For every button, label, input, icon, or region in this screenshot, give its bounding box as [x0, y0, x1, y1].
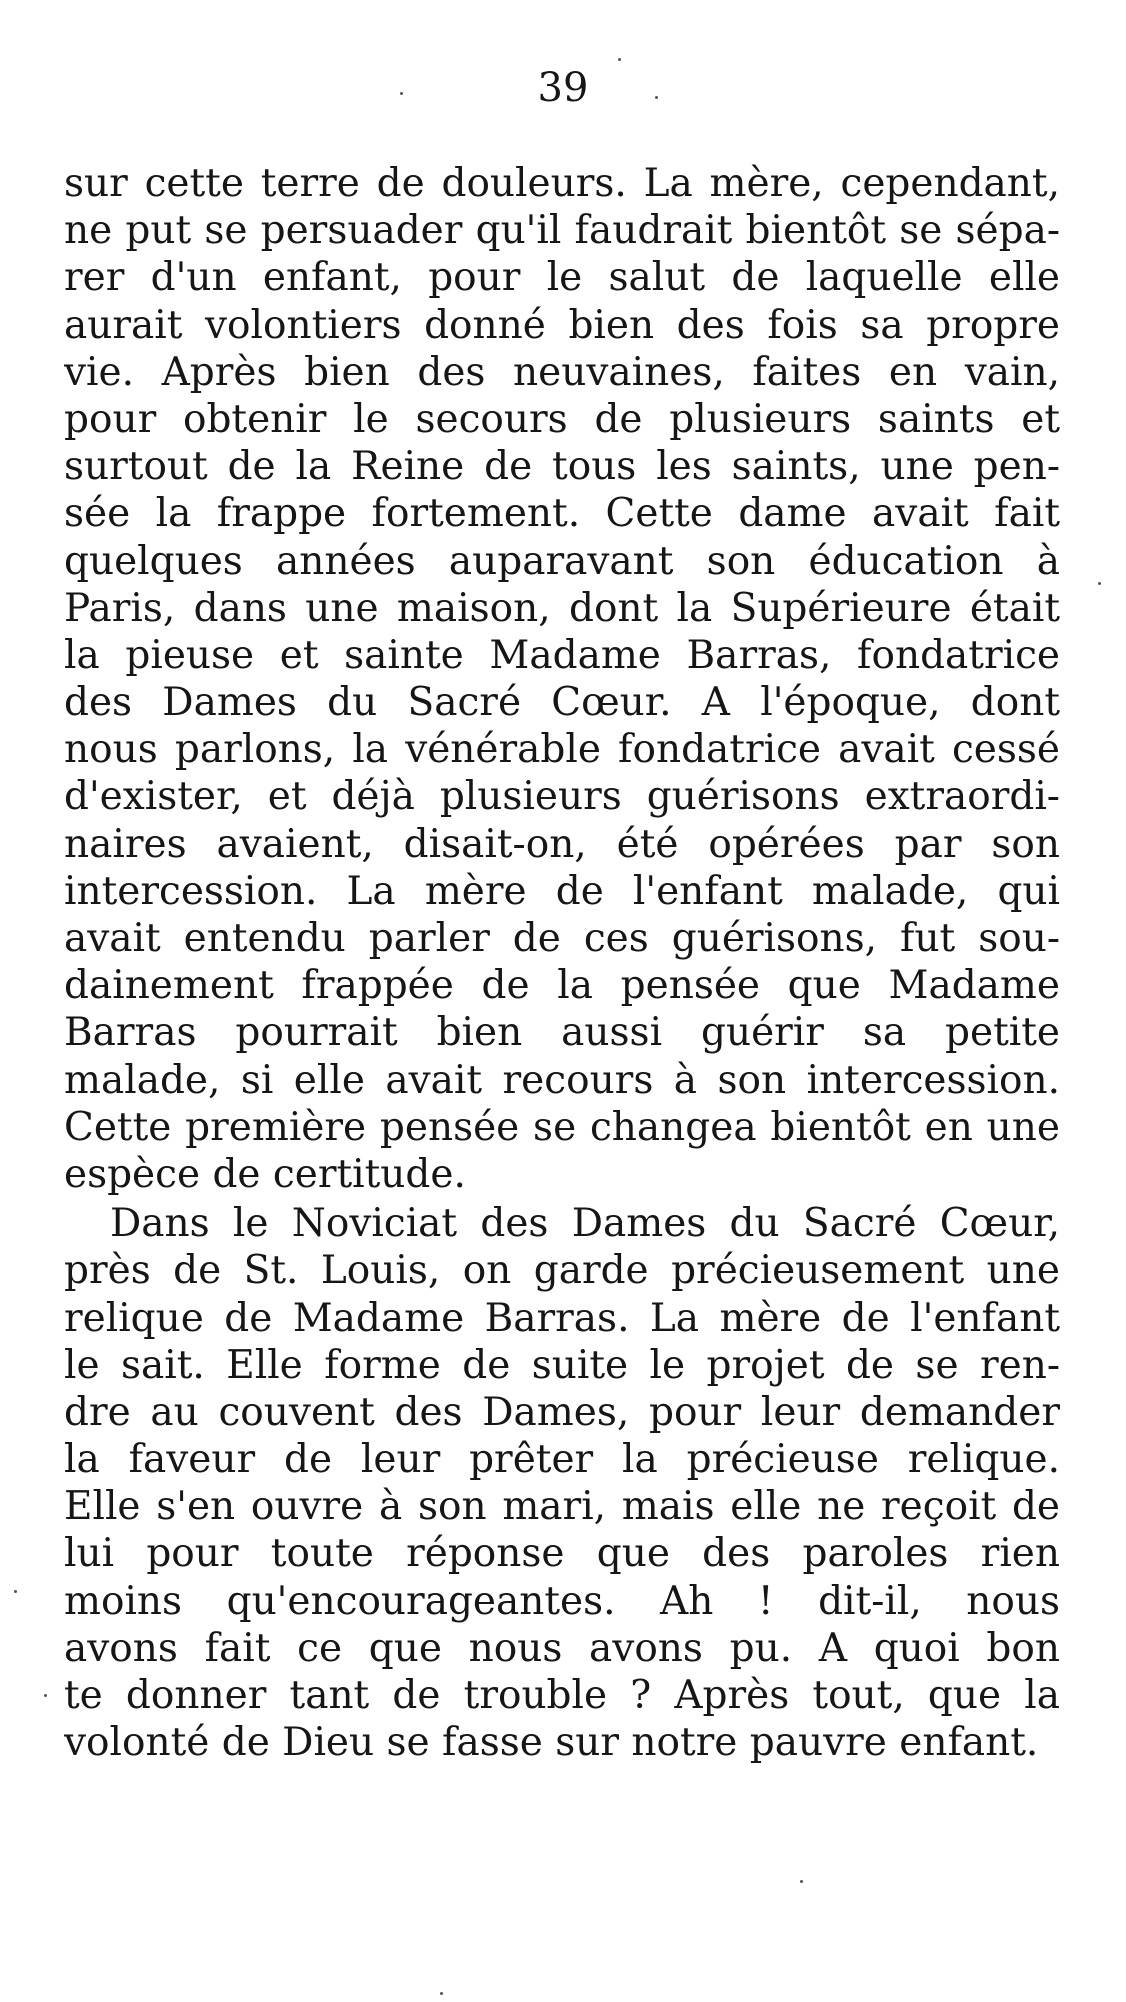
- paragraph-2: [64, 1200, 1060, 1766]
- text-line: avait entendu parler de ces guérisons, fut sou-: [64, 916, 1060, 961]
- text-line: sur cette terre de douleurs. La mère, cependant,: [64, 161, 1060, 206]
- print-speck: [440, 1992, 443, 1995]
- print-speck: [618, 58, 621, 61]
- text-line: avons fait ce que nous avons pu. A quoi bon: [64, 1625, 1060, 1671]
- text-line: Barras pourrait bien aussi guérir sa petite: [64, 1010, 1060, 1056]
- text-line: rer d'un enfant, pour le salut de laquelle elle: [64, 255, 1060, 301]
- text-line: volonté de Dieu se fasse sur notre pauvre enfant.: [64, 1720, 1039, 1766]
- text-line: Paris, dans une maison, dont la Supérieure était: [64, 585, 1060, 631]
- text-line: dre au couvent des Dames, pour leur demander: [64, 1389, 1060, 1435]
- text-line: naires avaient, disait-on, été opérées par son: [64, 821, 1060, 867]
- text-line: moins qu'encourageantes. Ah ! dit-il, nous: [64, 1578, 1060, 1624]
- text-line: près de St. Louis, on garde précieusement une: [64, 1248, 1060, 1294]
- print-speck: [1098, 582, 1101, 585]
- text-line: quelques années auparavant son éducation à: [64, 538, 1060, 584]
- page-number: 39: [537, 65, 589, 111]
- text-line: le sait. Elle forme de suite le projet de se ren-: [64, 1342, 1060, 1388]
- print-speck: [655, 96, 658, 99]
- text-line: pour obtenir le secours de plusieurs saints et: [64, 396, 1060, 442]
- text-line: Elle s'en ouvre à son mari, mais elle ne reçoit de: [64, 1484, 1060, 1530]
- text-line: vie. Après bien des neuvaines, faites en vain,: [64, 349, 1060, 395]
- body-text: [64, 160, 1060, 1766]
- text-line: intercession. La mère de l'enfant malade, qui: [64, 868, 1060, 914]
- text-line: nous parlons, la vénérable fondatrice avait cessé: [64, 727, 1060, 773]
- text-line: aurait volontiers donné bien des fois sa propre: [64, 302, 1060, 348]
- text-line: malade, si elle avait recours à son intercession.: [64, 1057, 1060, 1103]
- print-speck: [44, 1694, 47, 1697]
- text-line: la pieuse et sainte Madame Barras, fondatrice: [64, 632, 1060, 678]
- print-speck: [400, 92, 403, 95]
- text-line: d'exister, et déjà plusieurs guérisons extraordi-: [64, 774, 1060, 820]
- text-line: surtout de la Reine de tous les saints, une pen-: [64, 444, 1060, 490]
- text-line: des Dames du Sacré Cœur. A l'époque, dont: [64, 680, 1060, 726]
- print-speck: [800, 1880, 803, 1883]
- paragraph-1: [64, 160, 1060, 1198]
- text-line: Cette première pensée se changea bientôt en une: [64, 1104, 1060, 1150]
- print-speck: [14, 1590, 17, 1593]
- text-line: te donner tant de trouble ? Après tout, que la: [64, 1673, 1060, 1718]
- text-line: Dans le Noviciat des Dames du Sacré Cœur,: [110, 1201, 1060, 1247]
- text-line: dainement frappée de la pensée que Madame: [64, 963, 1060, 1009]
- text-line: espèce de certitude.: [64, 1151, 466, 1197]
- text-line: relique de Madame Barras. La mère de l'enfant: [64, 1295, 1060, 1341]
- text-line: lui pour toute réponse que des paroles rien: [64, 1531, 1060, 1577]
- text-line: la faveur de leur prêter la précieuse relique.: [64, 1437, 1060, 1483]
- text-line: sée la frappe fortement. Cette dame avait fait: [64, 491, 1060, 537]
- text-line: ne put se persuader qu'il faudrait bientôt se sépa-: [64, 208, 1060, 254]
